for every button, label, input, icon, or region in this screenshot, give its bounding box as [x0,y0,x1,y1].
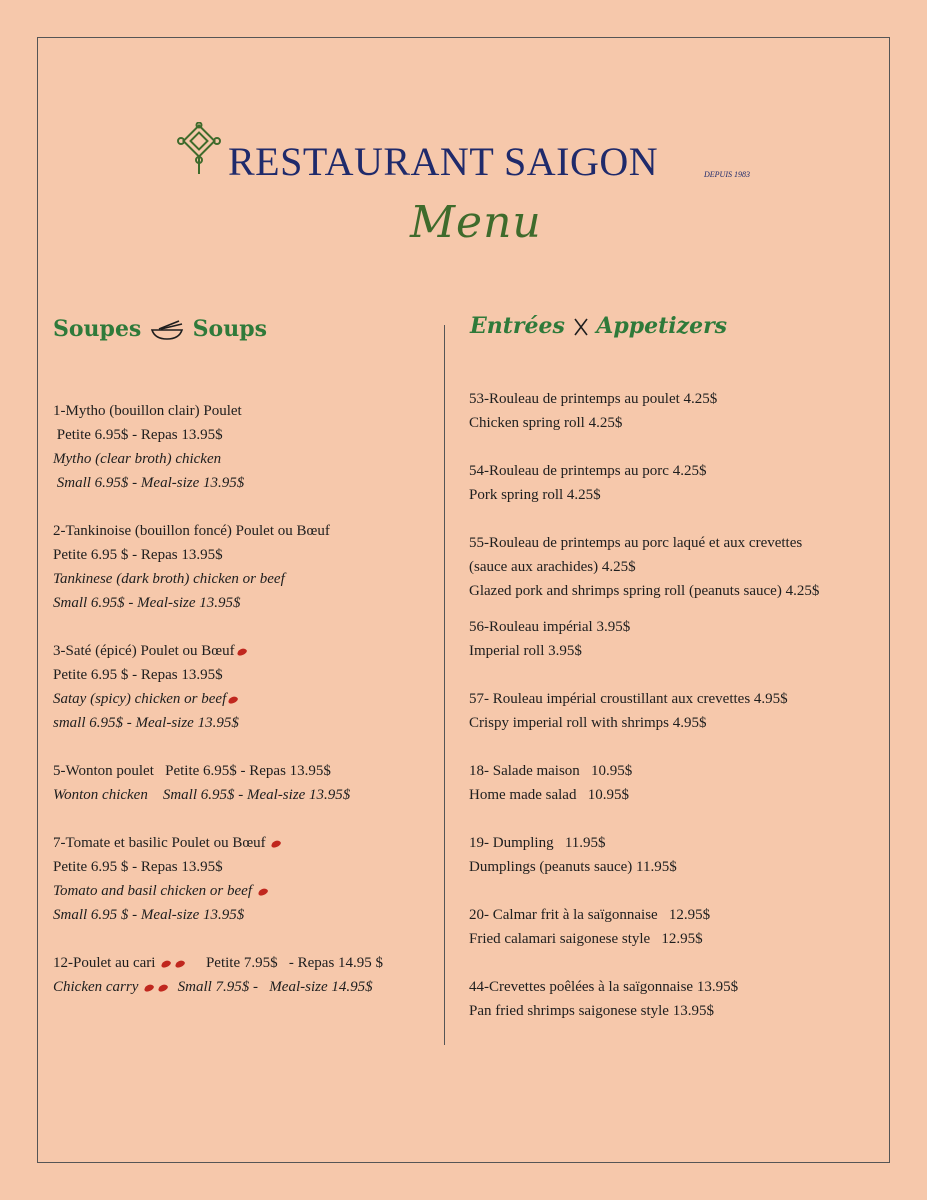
item-price-fr: Petite 6.95 $ - Repas 13.95$ [53,667,223,683]
item-fr-sauce: (sauce aux arachides) 4.25$ [469,559,636,575]
appetizer-item [469,759,819,807]
item-fr: 19- Dumpling 11.95$ [469,835,606,851]
item-en: Tankinese (dark broth) chicken or beef [53,571,285,587]
appetizer-item [469,459,819,507]
since-year: DEPUIS 1983 [704,170,750,179]
appetizer-item [469,531,819,603]
chili-pepper-icon [143,983,155,993]
chili-pepper-icon [236,647,248,657]
item-price-en: small 6.95$ - Meal-size 13.95$ [53,715,239,731]
item-fr-line [53,831,383,855]
item-fr: 56-Rouleau impérial 3.95$ [469,619,631,635]
item-en: Chicken carry [53,979,139,995]
chili-pepper-icon [160,959,172,969]
item-en-line [53,975,383,999]
item-en-line [53,687,383,711]
item-fr: 3-Saté (épicé) Poulet ou Bœuf [53,643,235,659]
item-en: Wonton chicken Small 6.95$ - Meal-size 13.95$ [53,787,351,803]
item-en: Home made salad 10.95$ [469,787,629,803]
item-price-fr: Petite 6.95 $ - Repas 13.95$ [53,547,223,563]
soups-heading-fr: Soupes [53,316,142,342]
item-fr: 54-Rouleau de printemps au porc 4.25$ [469,463,707,479]
item-fr: 12-Poulet au cari [53,955,156,971]
appetizers-heading [470,313,727,339]
appetizer-item [469,831,819,879]
item-price-en: Small 6.95 $ - Meal-size 13.95$ [53,907,245,923]
soups-heading [53,316,267,342]
item-fr: 55-Rouleau de printemps au porc laqué et aux crevettes [469,535,803,551]
item-en: Pan fried shrimps saigonese style 13.95$ [469,1003,714,1019]
item-fr: 20- Calmar frit à la saïgonnaise 12.95$ [469,907,711,923]
appetizers-list [469,387,819,1023]
item-price-fr: Petite 7.95$ - Repas 14.95 $ [205,955,384,971]
item-fr: 44-Crevettes poêlées à la saïgonnaise 13.95$ [469,979,739,995]
soup-item [53,399,383,495]
item-fr-line [53,951,383,975]
chili-pepper-icon [257,887,269,897]
item-en: Satay (spicy) chicken or beef [53,691,227,707]
soup-item [53,951,383,999]
appetizers-heading-fr: Entrées [470,313,565,339]
item-en: Glazed pork and shrimps spring roll (peanuts sauce) 4.25$ [469,583,820,599]
noodle-bowl-icon [149,319,185,341]
item-en-line [53,879,383,903]
item-fr: 7-Tomate et basilic Poulet ou Bœuf [53,835,266,851]
item-fr: 18- Salade maison 10.95$ [469,763,633,779]
menu-heading: Menu [410,197,542,248]
chopsticks-icon [573,317,589,337]
item-en: Mytho (clear broth) chicken [53,451,222,467]
soup-item [53,831,383,927]
soup-item [53,519,383,615]
chili-pepper-icon [227,695,239,705]
soup-item [53,639,383,735]
item-en: Chicken spring roll 4.25$ [469,415,623,431]
item-fr: 57- Rouleau impérial croustillant aux crevettes 4.95$ [469,691,788,707]
item-en: Crispy imperial roll with shrimps 4.95$ [469,715,707,731]
appetizer-item [469,903,819,951]
chili-pepper-icon [174,959,186,969]
soups-heading-en: Soups [192,316,267,342]
restaurant-name: RESTAURANT SAIGON [228,139,659,184]
item-en: Pork spring roll 4.25$ [469,487,601,503]
appetizer-item [469,687,819,735]
item-price-en: Small 7.95$ - Meal-size 14.95$ [177,979,373,995]
item-en: Fried calamari saigonese style 12.95$ [469,931,703,947]
item-en: Tomato and basil chicken or beef [53,883,253,899]
item-fr: 2-Tankinoise (bouillon foncé) Poulet ou Bœuf [53,523,330,539]
appetizer-item [469,387,819,435]
item-fr: 5-Wonton poulet Petite 6.95$ - Repas 13.95$ [53,763,331,779]
item-en: Imperial roll 3.95$ [469,643,582,659]
item-fr: 1-Mytho (bouillon clair) Poulet [53,403,242,419]
appetizer-item [469,615,819,663]
soups-list [53,399,383,999]
item-price-fr: Petite 6.95 $ - Repas 13.95$ [53,859,223,875]
chili-pepper-icon [157,983,169,993]
column-divider [444,325,445,1045]
item-price-en: Small 6.95$ - Meal-size 13.95$ [53,475,245,491]
soup-item [53,759,383,807]
endless-knot-icon [176,122,222,178]
appetizer-item [469,975,819,1023]
item-fr-line [53,639,383,663]
item-price-fr: Petite 6.95$ - Repas 13.95$ [53,427,223,443]
item-fr: 53-Rouleau de printemps au poulet 4.25$ [469,391,718,407]
item-en: Dumplings (peanuts sauce) 11.95$ [469,859,677,875]
chili-pepper-icon [271,839,283,849]
item-price-en: Small 6.95$ - Meal-size 13.95$ [53,595,241,611]
appetizers-heading-en: Appetizers [596,313,728,339]
